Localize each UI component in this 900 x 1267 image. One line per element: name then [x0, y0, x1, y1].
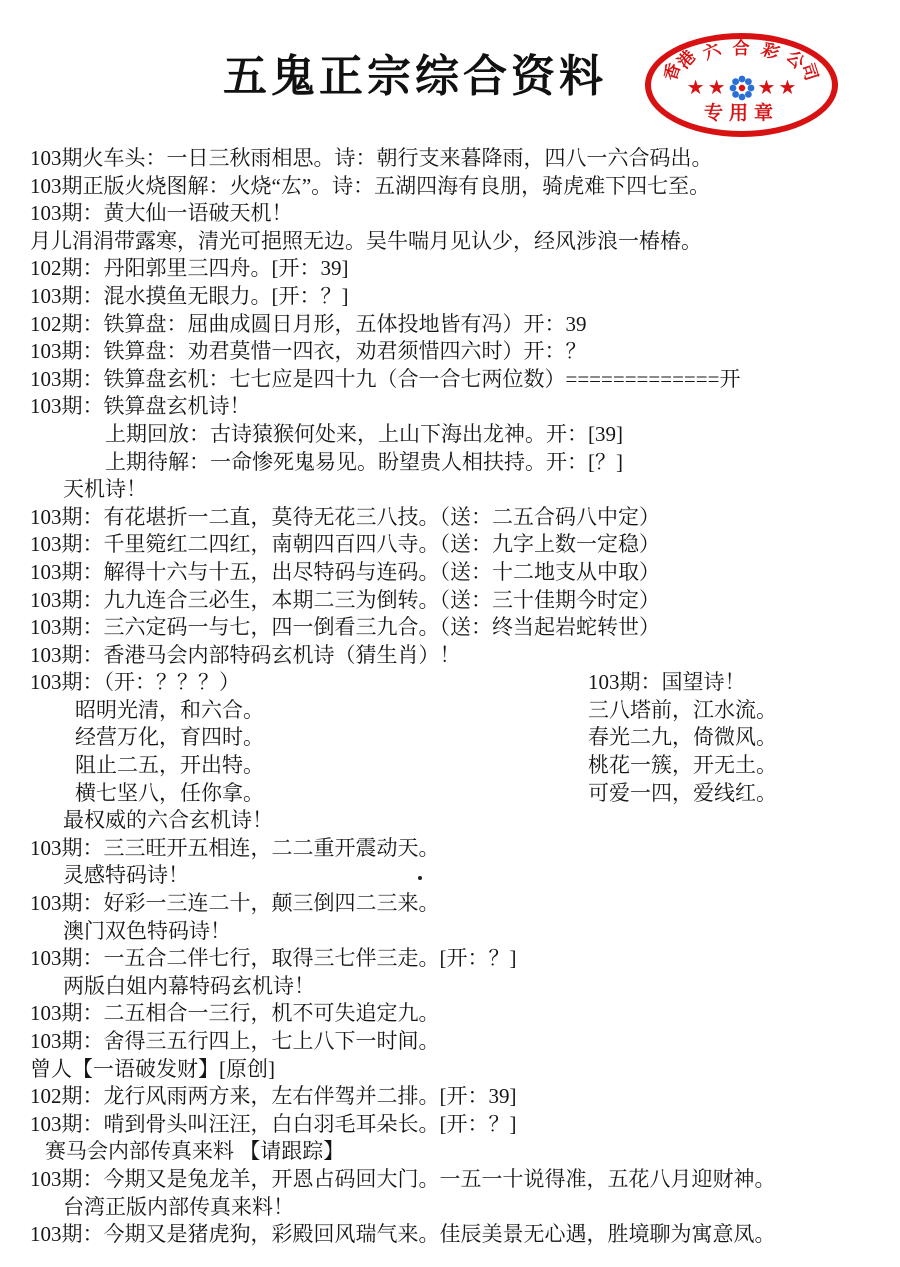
line-text: 103期火车头：一日三秋雨相思。诗：朝行支来暮降雨，四八一六合码出。	[30, 146, 713, 170]
line-text: 103期：好彩一三连二十，颠三倒四二三来。	[30, 891, 440, 916]
line-text: 昭明光清，和六合。	[75, 697, 264, 722]
text-line	[0, 835, 900, 863]
line-text: 曾人【一语破发财】[原创]	[30, 1056, 275, 1081]
star-icon: ★	[707, 77, 726, 99]
line-text: 103期正版火烧图解：火烧“厷”。诗：五湖四海有良朋，骑虎难下四七至。	[30, 173, 711, 198]
text-line	[0, 973, 900, 1001]
line-text: 台湾正版内部传真来料！	[63, 1194, 294, 1219]
star-icon: ★	[778, 77, 797, 99]
line-text: 103期：今期又是兔龙羊，开恩占码回大门。一五一十说得准，五花八月迎财神。	[30, 1166, 776, 1191]
star-icon: ★	[686, 77, 705, 99]
right-column-text: 春光二九，倚微风。	[588, 725, 777, 750]
text-line	[0, 421, 900, 449]
text-line	[0, 697, 900, 725]
star-icon: ★	[757, 77, 776, 99]
seal-arc-char: 港	[674, 47, 700, 73]
text-line	[0, 1083, 900, 1111]
text-line	[0, 780, 900, 808]
line-text: 103期：混水摸鱼无眼力。[开：？]	[30, 283, 349, 308]
seal-arc-char: 合	[732, 39, 750, 58]
company-seal	[645, 33, 838, 137]
line-text: 阻止二五，开出特。	[75, 753, 264, 778]
text-line	[0, 724, 900, 752]
line-text: 月儿涓涓带露寒，清光可挹照无边。吴牛喘月见认少，经风涉浪一椿椿。	[30, 228, 702, 253]
line-text: 102期：丹阳郭里三四舟。[开：39]	[30, 256, 349, 281]
text-line	[0, 945, 900, 973]
right-column-text: 103期：国望诗！	[588, 670, 746, 695]
text-line	[0, 1056, 900, 1084]
text-line	[0, 228, 900, 256]
line-text: 澳门双色特码诗！	[63, 918, 231, 943]
text-line	[0, 173, 900, 201]
text-line	[0, 1194, 900, 1222]
line-text: 103期：铁算盘：劝君莫惜一四衣，劝君须惜四六时）开：？	[30, 339, 587, 364]
right-column-text: 可爱一四，爱线红。	[588, 780, 777, 805]
line-text: 103期：三三旺开五相连，二二重开震动天。	[30, 835, 440, 860]
line-text: 赛马会内部传真来料 【请跟踪】	[45, 1139, 345, 1164]
line-text: 103期：一五合二伴七行，取得三七伴三走。[开：？]	[30, 946, 517, 971]
seal-arc-char: 六	[699, 39, 724, 64]
text-line	[0, 531, 900, 559]
line-text: 103期：九九连合三必生，本期二三为倒转。（送：三十佳期今时定）	[30, 587, 660, 612]
line-text: 103期：舍得三五行四上，七上八下一时间。	[30, 1029, 440, 1053]
text-line	[0, 1221, 900, 1249]
text-line	[0, 752, 900, 780]
text-line	[0, 255, 900, 283]
line-text: 103期：千里箢红二四红，南朝四百四八寺。（送：九字上数一定稳）	[30, 532, 660, 557]
line-text: 灵感特码诗！	[63, 863, 189, 888]
seal-arc-char: 香	[660, 61, 684, 84]
line-text: 103期：今期又是猪虎狗，彩殿回风瑞气来。佳辰美景无心遇，胜境聊为寓意凤。	[30, 1222, 776, 1247]
line-text: 经营万化，育四时。	[75, 725, 264, 750]
text-line	[0, 1166, 900, 1194]
seal-arc-char: 司	[798, 61, 822, 84]
line-text: 103期：啃到骨头叫汪汪，白白羽毛耳朵长。[开：？]	[30, 1111, 517, 1136]
text-line	[0, 918, 900, 946]
line-text: 103期：解得十六与十五，出尽特码与连码。（送：十二地支从中取）	[30, 559, 660, 584]
seal-arc-char: 彩	[758, 39, 783, 64]
text-line	[0, 1028, 900, 1056]
text-line	[0, 504, 900, 532]
line-text: 103期：有花堪折一二直，莫待无花三八技。（送：二五合码八中定）	[30, 504, 660, 529]
text-line	[0, 200, 900, 228]
text-line	[0, 283, 900, 311]
seal-arc-char: 公	[782, 47, 808, 73]
text-line	[0, 614, 900, 642]
text-line	[0, 1000, 900, 1028]
line-text: 103期：二五相合一三行，机不可失追定九。	[30, 1001, 440, 1026]
ink-dot-artifact	[418, 876, 422, 880]
text-line	[0, 587, 900, 615]
line-text: 两版白姐内幕特码玄机诗！	[63, 973, 315, 998]
line-text: 上期回放：古诗猿猴何处来，上山下海出龙神。开：[39]	[105, 421, 623, 446]
text-line	[0, 559, 900, 587]
line-text: 103期：黄大仙一语破天机！	[30, 201, 293, 226]
text-line	[0, 807, 900, 835]
text-line	[0, 1111, 900, 1139]
line-text: 最权威的六合玄机诗！	[63, 808, 273, 833]
line-text: 上期待解：一命惨死鬼易见。盼望贵人相扶持。开：[？]	[105, 449, 623, 474]
text-line	[0, 476, 900, 504]
text-line	[0, 669, 900, 697]
line-text: 103期：铁算盘玄机：七七应是四十九（合一合七两位数）=============开	[30, 366, 741, 391]
text-line	[0, 1138, 900, 1166]
line-text: 横七坚八，任你拿。	[75, 780, 264, 805]
line-text: 103期：（开：？？？）	[30, 670, 240, 695]
line-text: 天机诗！	[63, 477, 147, 502]
text-line	[0, 311, 900, 339]
text-line	[0, 642, 900, 670]
text-line	[0, 449, 900, 477]
text-line	[0, 890, 900, 918]
seal-bottom-text: 专用章	[703, 103, 779, 124]
line-text: 103期：铁算盘玄机诗！	[30, 394, 251, 419]
text-line	[0, 862, 900, 890]
right-column-text: 三八塔前，江水流。	[588, 697, 777, 722]
line-text: 102期：铁算盘：屈曲成圆日月形，五体投地皆有冯）开：39	[30, 311, 587, 336]
text-line	[0, 393, 900, 421]
text-line	[0, 145, 900, 173]
line-text: 103期：三六定码一与七，四一倒看三九合。（送：终当起岩蛇转世）	[30, 615, 660, 640]
line-text: 103期：香港马会内部特码玄机诗（猜生肖）！	[30, 642, 461, 667]
body-lines	[0, 145, 900, 1249]
page-title: 五鬼正宗综合资料	[223, 52, 607, 101]
text-line	[0, 338, 900, 366]
line-text: 102期：龙行风雨两方来，左右伴驾并二排。[开：39]	[30, 1084, 517, 1109]
right-column-text: 桃花一簇，开无土。	[588, 753, 777, 778]
text-line	[0, 366, 900, 394]
